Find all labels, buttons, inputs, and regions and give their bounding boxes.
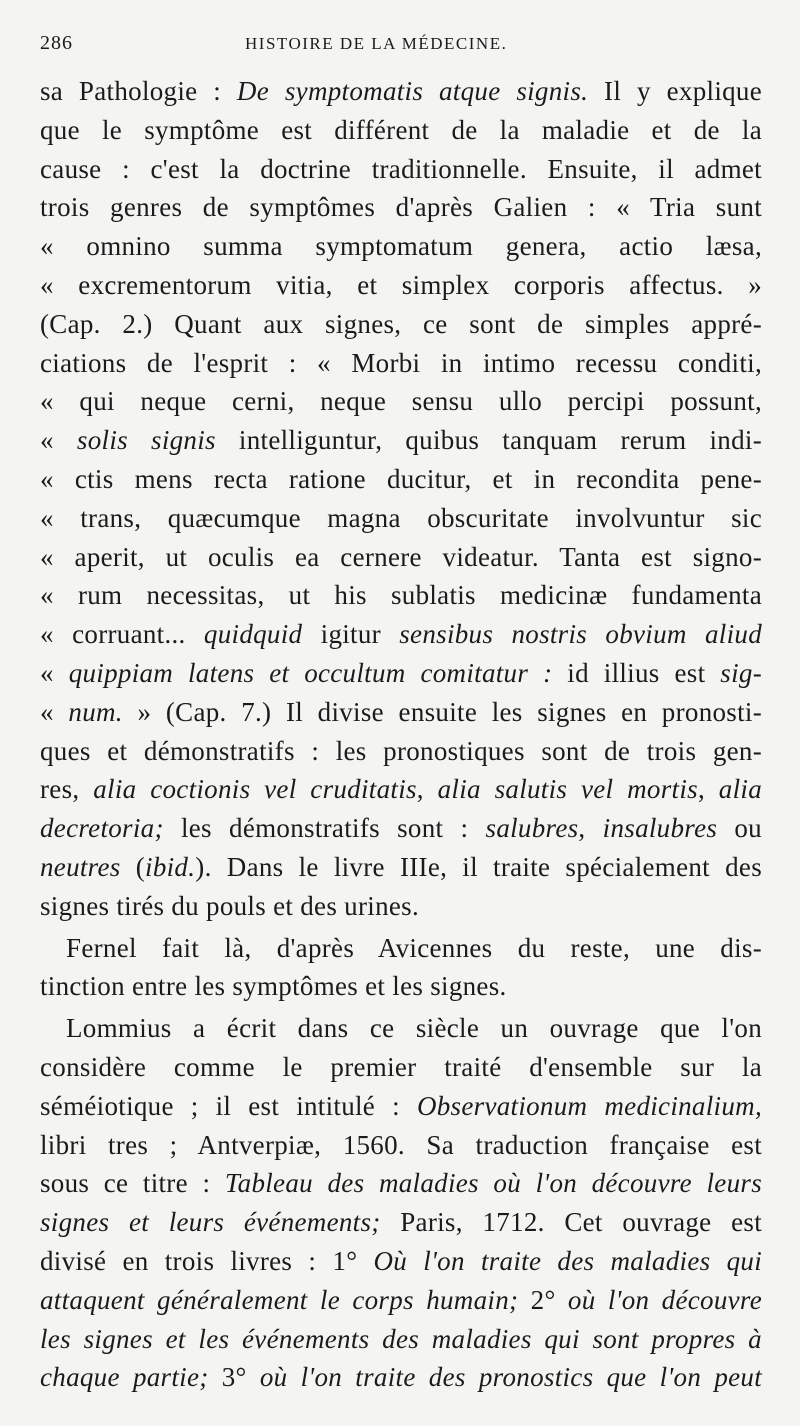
italic-text: les signes et les événements des maladies qui sont propres à — [40, 1323, 762, 1354]
text-line — [40, 809, 762, 848]
italic-text: Observationum medicinalium, — [416, 1090, 762, 1121]
text-line — [40, 693, 762, 732]
italic-text: Tableau des maladies où l'on découvre leurs — [224, 1168, 763, 1199]
text-segment: libri tres ; Antverpiæ, 1560. Sa traduction française est — [40, 1129, 762, 1160]
text-line — [40, 1358, 762, 1397]
text-line — [40, 967, 762, 1006]
text-segment: , — [697, 774, 719, 805]
page-header — [40, 32, 760, 60]
italic-text: Où l'on traite des maladies qui — [373, 1245, 762, 1276]
text-segment: « — [40, 425, 77, 456]
text-line — [40, 770, 762, 809]
text-segment: divisé en trois livres : 1° — [40, 1245, 374, 1276]
text-line — [40, 111, 762, 150]
text-line — [40, 460, 762, 499]
text-segment: res, — [40, 774, 94, 805]
italic-text: sig- — [720, 657, 762, 688]
text-segment: séméiotique ; il est intitulé : — [40, 1090, 417, 1121]
text-line — [40, 1320, 762, 1359]
text-segment: « rum necessitas, ut his sublatis medicinæ fundamenta — [40, 580, 762, 611]
text-line — [40, 1242, 762, 1281]
text-segment: , — [578, 813, 603, 844]
italic-text: chaque partie; — [40, 1362, 209, 1393]
page-number: 286 — [40, 32, 73, 54]
text-segment: , — [416, 774, 438, 805]
text-line — [40, 1281, 762, 1320]
text-segment: (Cap. 2.) Quant aux signes, ce sont de simples appré- — [40, 308, 762, 339]
text-segment: ou — [717, 813, 762, 844]
text-segment: que le symptôme est différent de la maladie et de la — [40, 114, 762, 145]
text-segment: considère comme le premier traité d'ensemble sur la — [40, 1051, 762, 1082]
text-segment: sous ce titre : — [40, 1168, 225, 1199]
italic-text: alia coctionis vel cruditatis — [93, 774, 417, 805]
running-head: HISTOIRE DE LA MÉDECINE. — [245, 34, 508, 53]
text-line — [40, 1048, 762, 1087]
italic-text: num. — [68, 696, 123, 727]
text-line — [40, 266, 762, 305]
italic-text: insalubres — [602, 813, 718, 844]
text-segment: « ctis mens recta ratione ducitur, et in recondita pene- — [40, 463, 762, 494]
text-segment: intelliguntur, quibus tanquam rerum indi- — [215, 425, 762, 456]
text-segment: Paris, 1712. Cet ouvrage est — [380, 1207, 762, 1238]
italic-text: où l'on découvre — [567, 1284, 762, 1315]
text-segment: ). Dans le livre IIIe, il traite spécialement des — [195, 851, 762, 882]
text-segment: ( — [120, 851, 146, 882]
text-line — [40, 654, 762, 693]
text-segment: « — [40, 657, 69, 688]
text-line — [40, 887, 762, 926]
italic-text: solis signis — [76, 425, 216, 456]
text-segment: « qui neque cerni, neque sensu ullo percipi possunt, — [40, 386, 762, 417]
text-segment: Fernel fait là, d'après Avicennes du reste, une dis- — [66, 932, 762, 963]
text-line — [40, 72, 762, 111]
italic-text: quidquid — [203, 619, 303, 650]
text-line — [40, 188, 762, 227]
text-segment: les démonstratifs sont : — [163, 813, 486, 844]
italic-text: quippiam latens et occultum comitatur : — [68, 657, 553, 688]
italic-text: decretoria; — [40, 813, 164, 844]
text-segment: trois genres de symptômes d'après Galien : « Tria sunt — [40, 192, 762, 223]
text-line — [40, 929, 762, 968]
text-line — [40, 305, 762, 344]
text-segment: « corruant... — [40, 619, 204, 650]
text-line — [40, 150, 762, 189]
text-segment: sa Pathologie : — [40, 76, 237, 106]
text-segment: « trans, quæcumque magna obscuritate involvuntur sic — [40, 502, 762, 533]
text-segment: « aperit, ut oculis ea cernere videatur. Tanta est signo- — [40, 541, 762, 572]
text-line — [40, 227, 762, 266]
body-text — [40, 72, 762, 1397]
text-line — [40, 732, 762, 771]
text-line — [40, 421, 762, 460]
italic-text: alia — [718, 774, 762, 805]
italic-text: ibid. — [145, 851, 196, 882]
italic-text: alia salutis vel mortis — [437, 774, 698, 805]
italic-text: sensibus nostris obvium aliud — [399, 619, 762, 650]
text-segment: id illius est — [552, 657, 721, 688]
text-line — [40, 848, 762, 887]
italic-text: De symptomatis atque signis. — [236, 76, 589, 106]
italic-text: salubres — [485, 813, 579, 844]
text-segment: cause : c'est la doctrine traditionnelle. Ensuite, il admet — [40, 153, 762, 184]
text-line — [40, 1164, 762, 1203]
text-line — [40, 1087, 762, 1126]
text-segment: tinction entre les symptômes et les signes. — [40, 971, 507, 1002]
text-segment: 3° — [208, 1362, 260, 1393]
text-segment: igitur — [302, 619, 400, 650]
text-segment: Il y explique — [588, 76, 763, 106]
italic-text: où l'on traite des pronostics que l'on peut — [259, 1362, 763, 1393]
text-segment: ciations de l'esprit : « Morbi in intimo recessu conditi, — [40, 347, 762, 378]
text-line — [40, 1126, 762, 1165]
text-segment: Lommius a écrit dans ce siècle un ouvrage que l'on — [66, 1013, 762, 1044]
italic-text: attaquent généralement le corps humain; — [40, 1284, 519, 1315]
text-segment: » (Cap. 7.) Il divise ensuite les signes en pronosti- — [122, 696, 762, 727]
text-line — [40, 576, 762, 615]
text-line — [40, 344, 762, 383]
text-segment: « excrementorum vitia, et simplex corporis affectus. » — [40, 269, 762, 300]
text-line — [40, 499, 762, 538]
text-segment: « omnino summa symptomatum genera, actio læsa, — [40, 231, 762, 262]
text-line — [40, 1203, 762, 1242]
italic-text: signes et leurs événements; — [40, 1207, 381, 1238]
text-segment: signes tirés du pouls et des urines. — [40, 890, 420, 921]
text-segment: ques et démonstratifs : les pronostiques sont de trois gen- — [40, 735, 762, 766]
text-line — [40, 538, 762, 577]
text-line — [40, 615, 762, 654]
text-segment: « — [40, 696, 69, 727]
text-line — [40, 382, 762, 421]
text-segment: 2° — [518, 1284, 568, 1315]
text-line — [40, 1009, 762, 1048]
italic-text: neutres — [40, 851, 121, 882]
